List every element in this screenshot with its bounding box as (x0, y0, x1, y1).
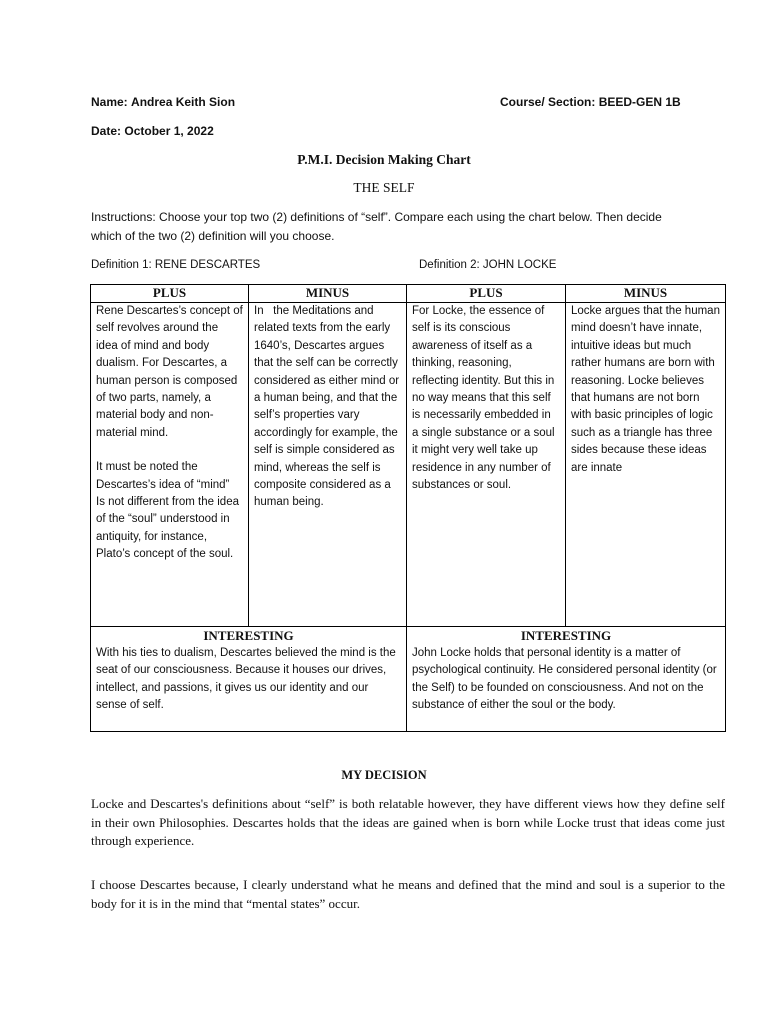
course-label: Course/ Section: (500, 95, 596, 109)
descartes-plus-text-2: It must be noted the Descartes’s idea of “mind” (96, 461, 230, 491)
descartes-plus-cell (91, 303, 249, 627)
header-plus-locke: PLUS (407, 285, 566, 303)
page-subtitle: THE SELF (353, 180, 415, 195)
name-value: Andrea Keith Sion (131, 95, 236, 109)
decision-title: MY DECISION (341, 768, 427, 782)
decision-paragraph-1: Locke and Descartes's definitions about “self” is both relatable however, they have different views how they define self in their own Philosophies. Descartes holds that the ideas are gained when is born while Locke trust that ideas come just through experience. (91, 796, 725, 849)
interesting-locke-text: John Locke holds that personal identity is a matter of psychological continuity. He considered personal identity (or the Self) to be founded on consciousness. And not on the substance of either the soul or the body. (412, 647, 717, 712)
locke-minus-cell (566, 303, 726, 627)
instructions: Instructions: Choose your top two (2) definitions of “self”. Compare each using the chart below. Then decide which of the two (2) definition will you choose. (91, 210, 662, 243)
interesting-heading-descartes: INTERESTING (203, 628, 294, 643)
date-label: Date: (91, 124, 122, 138)
interesting-descartes-text: With his ties to dualism, Descartes believed the mind is the seat of our consciousness. Because it houses our drives, intellect, and passions, it gives us our identity and our sense of self. (96, 647, 396, 712)
interesting-locke-cell (407, 627, 726, 732)
locke-plus-cell (407, 303, 566, 627)
interesting-heading-locke: INTERESTING (520, 628, 612, 643)
table-header-row (91, 285, 726, 303)
course-line (500, 94, 681, 110)
locke-plus-text: For Locke, the essence of self is its conscious awareness of itself as a thinking, reasoning, reflecting identity. But this in no way means that this self is necessarily embedded in a single substance or a soul it might very well take up residence in any number of substances or soul. (412, 305, 555, 492)
descartes-minus-cell (249, 303, 407, 627)
page-title: P.M.I. Decision Making Chart (297, 152, 471, 167)
interesting-descartes-cell (91, 627, 407, 732)
date-line (91, 123, 214, 139)
descartes-plus-text-1: Rene Descartes’s concept of self revolves around the idea of mind and body dualism. For Descartes, a human person is composed of two parts, namely, a material body and non-material mind. (96, 305, 243, 439)
header-minus-descartes: MINUS (249, 285, 407, 303)
descartes-minus-text: In the Meditations and related texts from the early 1640’s, Descartes argues that the self can be correctly considered as either mind or a human being, and that the self’s properties vary accordingly for example, the self is simple considered as mind, whereas the self is composite considered as a human being. (254, 305, 403, 509)
header-minus-locke: MINUS (566, 285, 726, 303)
descartes-plus-text-3: Is not different from the idea of the “soul” understood in antiquity, for instance, Plato’s concept of the soul. (96, 496, 239, 561)
definition-2: Definition 2: JOHN LOCKE (419, 259, 557, 271)
name-line (91, 94, 235, 110)
date-value: October 1, 2022 (124, 124, 214, 138)
table-body-row (91, 303, 726, 627)
header-plus-descartes: PLUS (91, 285, 249, 303)
course-value: BEED-GEN 1B (598, 95, 681, 109)
locke-minus-text: Locke argues that the human mind doesn’t have innate, intuitive ideas but much rather humans are born with reasoning. Locke believes that humans are not born with basic principles of logic such as a triangle has three sides because these ideas are innate (571, 305, 720, 474)
interesting-row (91, 627, 726, 732)
decision-paragraph-2: I choose Descartes because, I clearly understand what he means and defined that the mind and soul is a superior to the body for it is in the mind that “mental states” occur. (91, 877, 725, 911)
name-label: Name: (91, 95, 128, 109)
pmi-chart-table (90, 284, 726, 732)
definition-1: Definition 1: RENE DESCARTES (91, 259, 261, 271)
